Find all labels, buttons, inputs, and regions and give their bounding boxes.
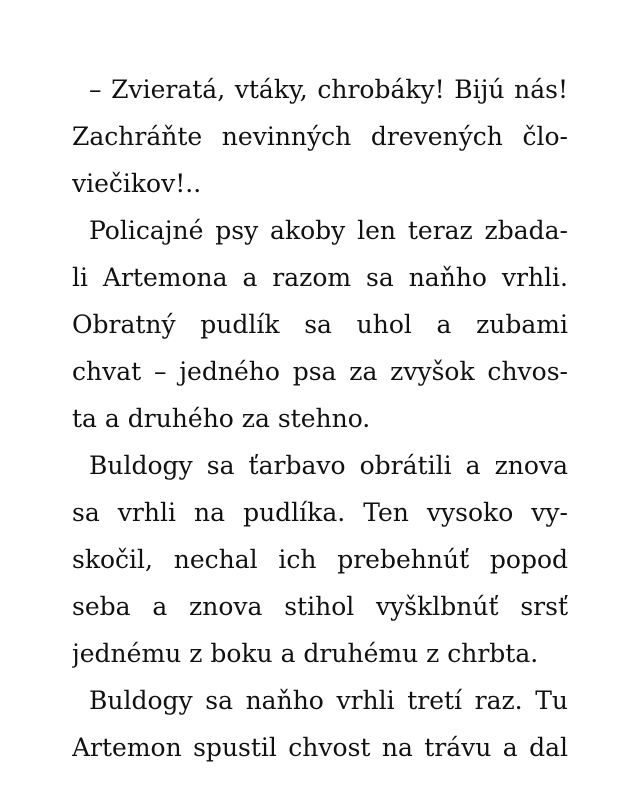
text-line: Buldogy sa naňho vrhli tretí raz. Tu [89,686,568,715]
book-page [72,66,568,771]
text-line: Obratný pudlík sa uhol a zubami [72,310,568,339]
text-line: – Zvieratá, vtáky, chrobáky! Bijú nás! [89,75,568,104]
text-line: Zachráňte nevinných drevených člo- [72,122,568,151]
text-line: Artemon spustil chvost na trávu a dal [72,733,568,762]
text-line: jednému z boku a druhému z chrbta. [72,639,539,668]
text-line: chvat – jedného psa za zvyšok chvos- [72,357,568,386]
text-line: viečikov!.. [72,169,202,198]
text-line: skočil, nechal ich prebehnúť popod [72,545,568,574]
text-line: Buldogy sa ťarbavo obrátili a znova [89,451,568,480]
text-line: Policajné psy akoby len teraz zbada- [89,216,568,245]
text-line: seba a znova stihol vyšklbnúť srsť [72,592,568,621]
text-line: li Artemona a razom sa naňho vrhli. [72,263,568,292]
text-line: sa vrhli na pudlíka. Ten vysoko vy- [72,498,568,527]
text-line: ta a druhého za stehno. [72,404,371,433]
